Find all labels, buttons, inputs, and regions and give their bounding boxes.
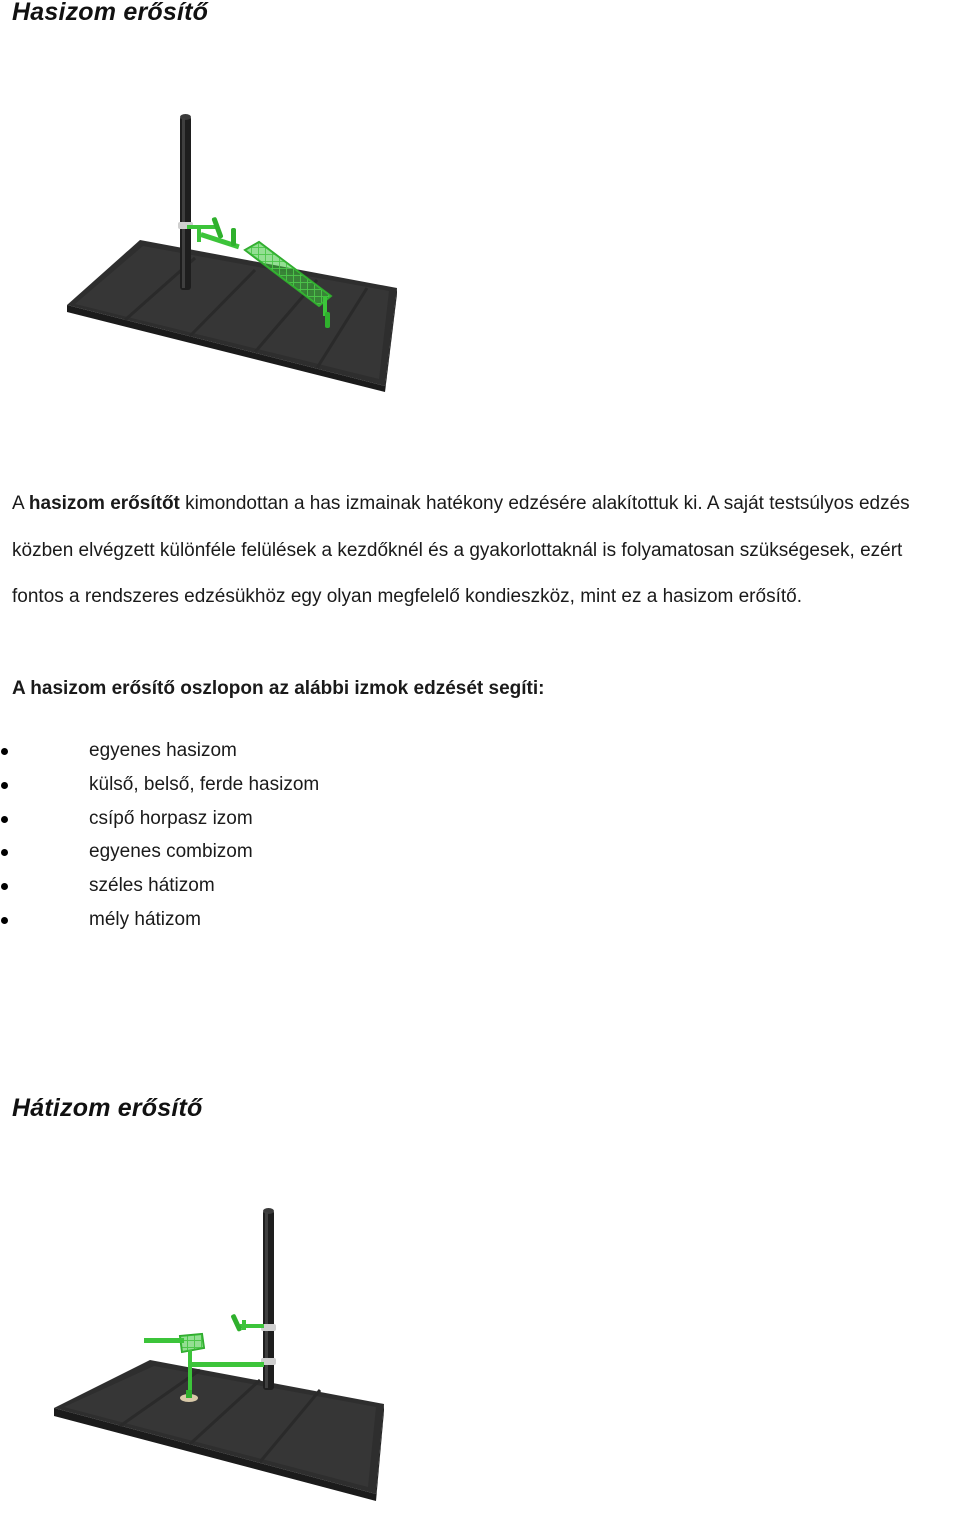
list-item bbox=[0, 768, 600, 802]
list-item bbox=[0, 869, 600, 903]
intro-rest: kimondottan a has izmainak hatékony edzésére alakítottuk ki. A saját testsúlyos edzés közben elvégzett különféle felülések a kezdőknél és a gyakorlottaknál is folyamatosan szükségesek, ezért fontos a rendszeres edzésükhöz egy olyan megfelelő kondieszköz, mint ez a hasizom erősítő. bbox=[12, 493, 910, 607]
intro-paragraph bbox=[12, 481, 958, 621]
bullet-icon bbox=[1, 748, 8, 755]
section-title-back-trainer: Hátizom erősítő bbox=[12, 1094, 203, 1122]
muscles-heading: A hasizom erősítő oszlopon az alábbi izmok edzését segíti: bbox=[12, 678, 545, 699]
back-trainer-image bbox=[40, 1200, 400, 1510]
list-item-label: egyenes hasizom bbox=[89, 740, 237, 761]
list-item bbox=[0, 835, 600, 869]
bullet-icon bbox=[1, 816, 8, 823]
ab-trainer-image bbox=[55, 100, 415, 400]
intro-bold-product: hasizom erősítőt bbox=[28, 493, 180, 514]
list-item bbox=[0, 734, 600, 768]
list-item bbox=[0, 903, 600, 937]
section-title-ab-trainer: Hasizom erősítő bbox=[12, 0, 209, 26]
list-item-label: széles hátizom bbox=[89, 875, 215, 897]
bullet-icon bbox=[1, 917, 8, 924]
list-item-label: egyenes combizom bbox=[89, 841, 253, 863]
list-item-label: mély hátizom bbox=[89, 908, 201, 930]
list-item-label: csípő horpasz izom bbox=[89, 807, 253, 829]
intro-lead: A bbox=[12, 493, 29, 514]
list-item-label: külső, belső, ferde hasizom bbox=[89, 773, 320, 795]
bullet-icon bbox=[1, 782, 8, 789]
muscles-list bbox=[0, 734, 600, 937]
list-item bbox=[0, 802, 600, 836]
bullet-icon bbox=[1, 883, 8, 890]
bullet-icon bbox=[1, 849, 8, 856]
